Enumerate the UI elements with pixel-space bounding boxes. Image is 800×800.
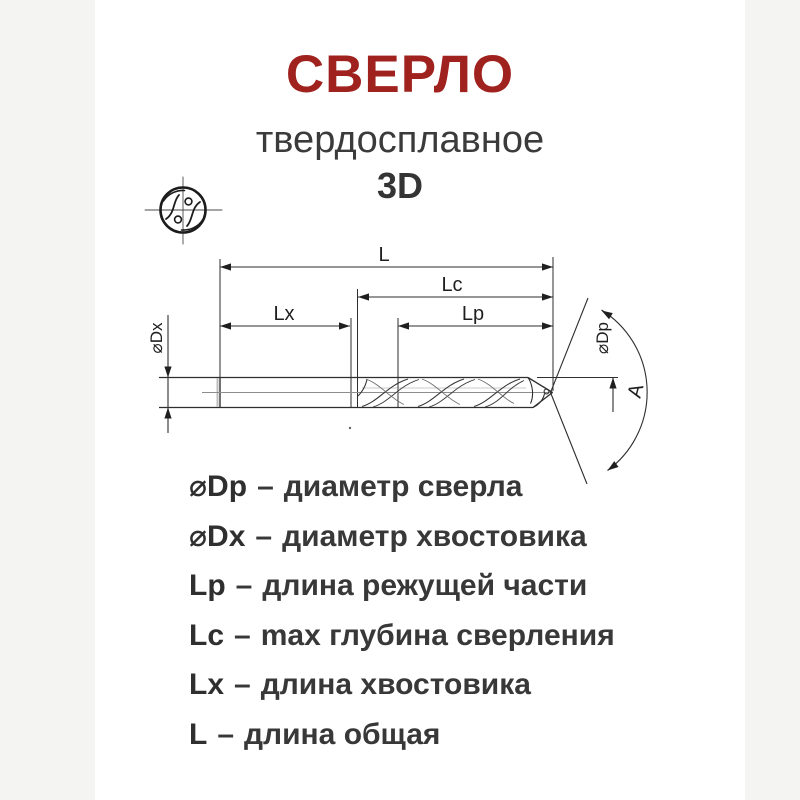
legend-dash: – (217, 717, 235, 751)
label-cutting-length: Lp (461, 303, 485, 325)
legend-symbol: Lc (189, 618, 225, 652)
legend-description: длина режущей части (262, 569, 588, 602)
label-shank-diameter: ⌀Dx (147, 322, 166, 354)
legend-dash: – (257, 470, 274, 503)
legend-item (189, 660, 749, 710)
legend-dash: – (234, 668, 251, 701)
legend-item (189, 462, 749, 512)
subtitle-3d: 3D (376, 165, 424, 206)
legend-description: длина хвостовика (260, 668, 531, 701)
legend-symbol: Lx (189, 668, 225, 701)
drill-body (159, 378, 553, 430)
legend-dash: – (235, 569, 253, 602)
label-shank-length: Lx (273, 303, 295, 325)
legend-description: диаметр сверла (283, 470, 523, 503)
legend-description: диаметр хвостовика (282, 519, 587, 553)
extension-lines (220, 257, 618, 408)
legend (189, 462, 749, 759)
legend-item (189, 611, 749, 661)
label-max-depth: Lc (441, 274, 463, 296)
page-title: СВЕРЛО (285, 45, 515, 104)
label-drill-diameter: ⌀Dp (593, 322, 612, 354)
legend-item (189, 710, 749, 760)
drill-flutes (358, 379, 526, 407)
legend-symbol: L (189, 717, 208, 751)
legend-item (189, 512, 749, 562)
legend-symbol: Lp (189, 569, 226, 602)
legend-symbol: ⌀Dp (189, 470, 248, 503)
legend-description: длина общая (244, 717, 441, 751)
label-point-angle: A (623, 381, 649, 401)
legend-description: max глубина сверления (260, 618, 615, 652)
legend-dash: – (255, 519, 273, 553)
drill-cross-section-icon (145, 177, 222, 244)
subtitle-material: твердосплавное (255, 119, 545, 161)
legend-symbol: ⌀Dx (189, 519, 246, 553)
legend-item (189, 561, 749, 611)
legend-dash: – (234, 618, 251, 652)
label-overall-length: L (378, 244, 390, 266)
